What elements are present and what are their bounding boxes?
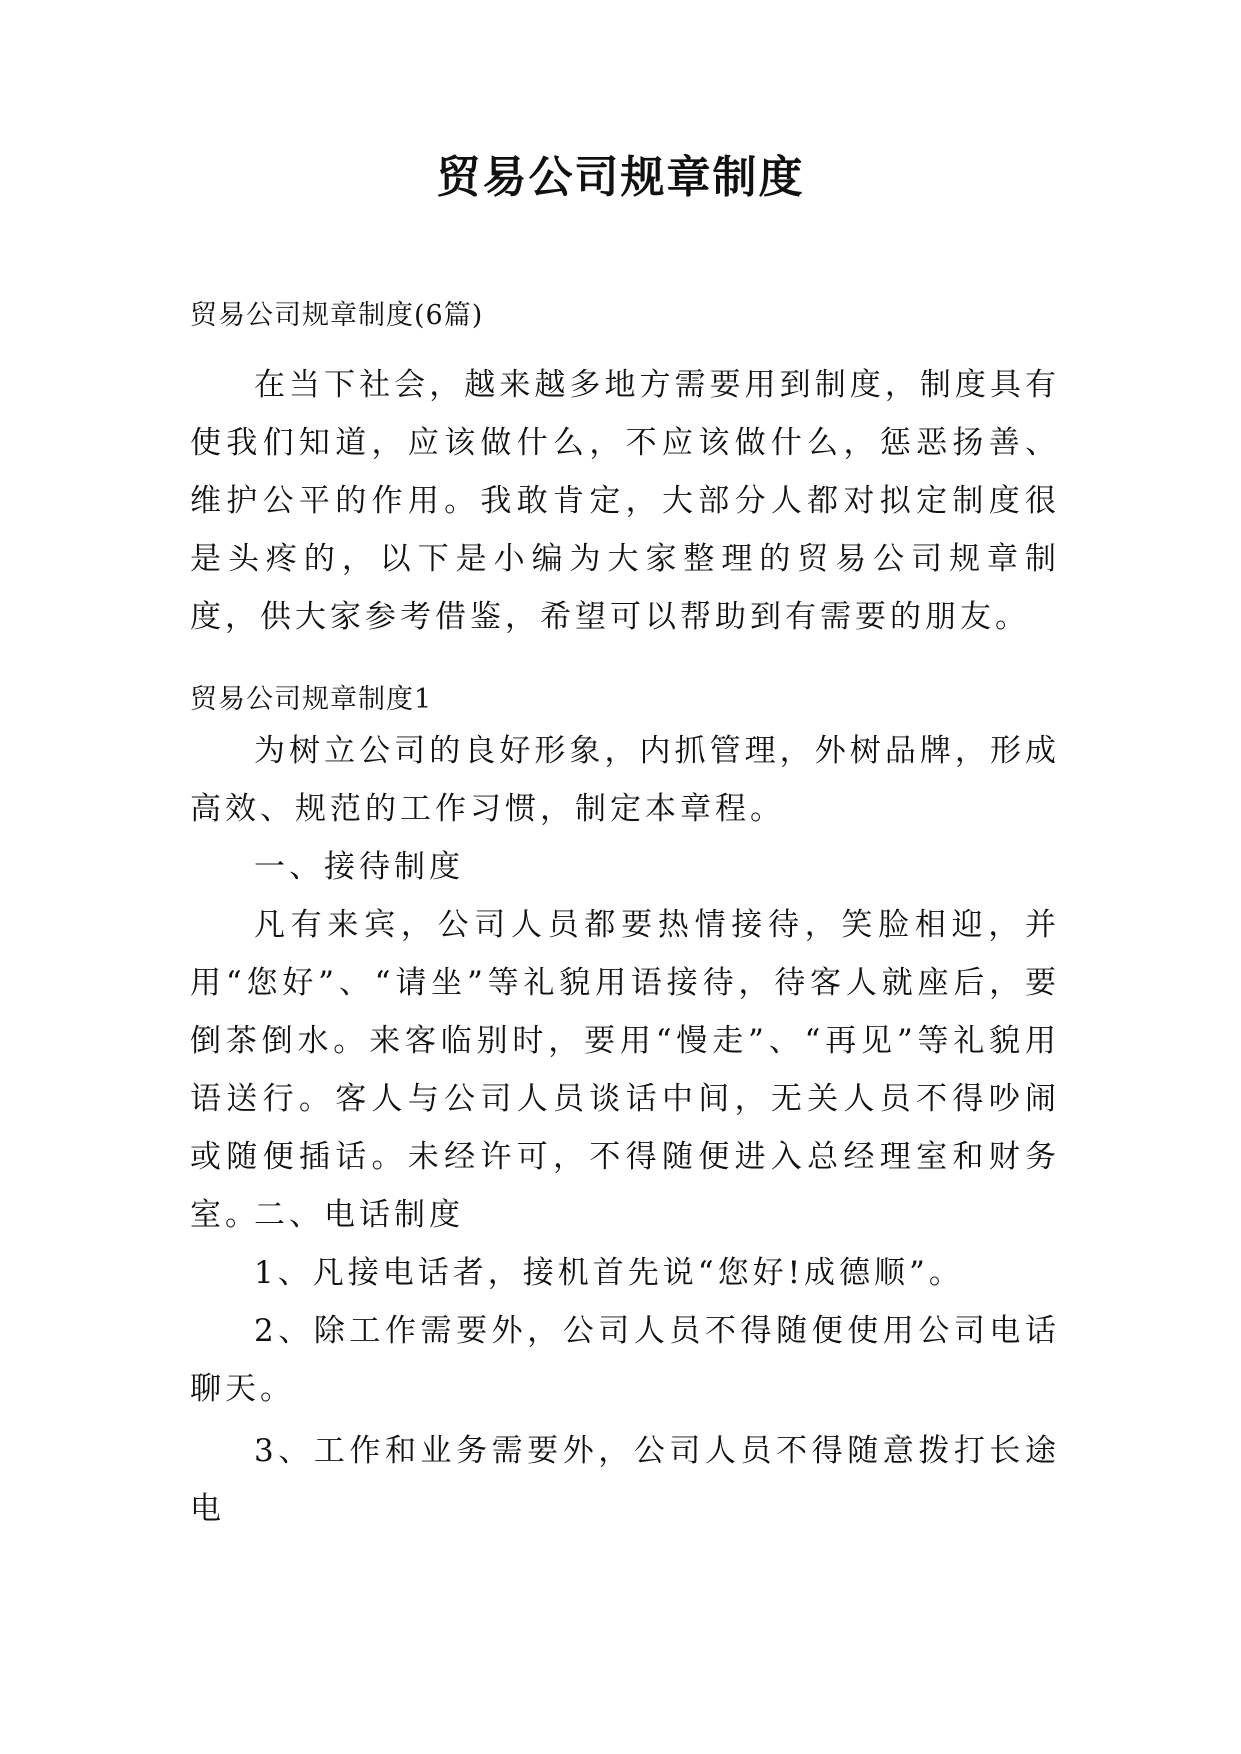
phone-heading: 二、电话制度 [254, 1197, 464, 1233]
document-title: 贸易公司规章制度 [436, 152, 805, 203]
phone-rule-1: 1、凡接电话者，接机首先说“您好!成德顺”。 [254, 1255, 964, 1291]
reception-paragraph: 凡有来宾，公司人员都要热情接待，笑脸相迎，并用“您好”、“请坐”等礼貌用语接待，待客人就座后，要倒茶倒水。来客临别时，要用“慢走”、“再见”等礼貌用语送行。客人与公司人员谈话中间，无关人员不得吵闹或随便插话。未经许可，不得随便进入总经理室和财务室。 [190, 907, 1060, 1233]
section-heading-1: 贸易公司规章制度1 [190, 684, 433, 715]
section-1-intro-paragraph: 为树立公司的良好形象，内抓管理，外树品牌，形成高效、规范的工作习惯，制定本章程。 [190, 733, 1060, 827]
intro-paragraph: 在当下社会，越来越多地方需要用到制度，制度具有使我们知道，应该做什么，不应该做什么，惩恶扬善、维护公平的作用。我敢肯定，大部分人都对拟定制度很是头疼的，以下是小编为大家整理的贸易公司规章制度，供大家参考借鉴，希望可以帮助到有需要的朋友。 [190, 367, 1060, 635]
document-subtitle: 贸易公司规章制度(6篇) [190, 300, 484, 331]
phone-rule-2: 2、除工作需要外，公司人员不得随便使用公司电话聊天。 [190, 1313, 1060, 1407]
phone-rule-3: 3、工作和业务需要外，公司人员不得随意拨打长途电 [190, 1433, 1060, 1527]
reception-heading: 一、接待制度 [254, 849, 464, 885]
